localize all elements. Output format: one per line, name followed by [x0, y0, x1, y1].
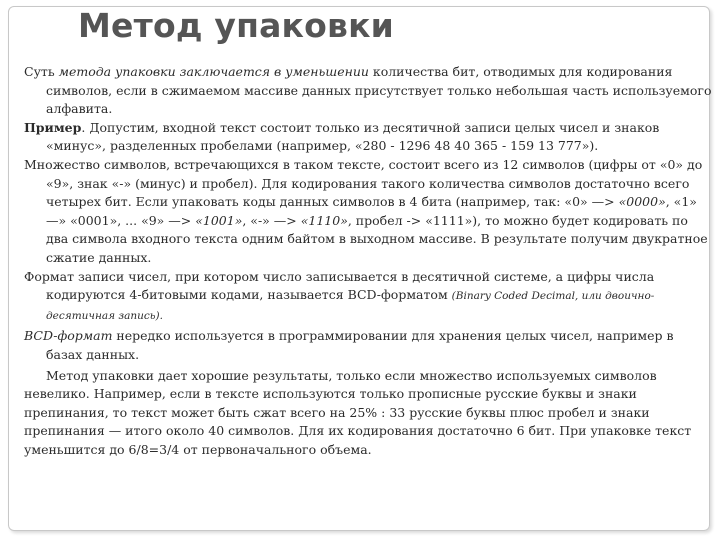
slide-title: Метод упаковки: [78, 6, 395, 45]
code-text: «0001»: [70, 212, 118, 228]
text: , «-» —>: [242, 212, 301, 228]
text: нередко используется в программировании для хранения целых чисел, например в базах данных.: [46, 328, 674, 362]
code-text: «1111»: [425, 212, 473, 228]
text: , «1» —»: [46, 194, 697, 228]
paragraph-symbol-set: [24, 156, 712, 268]
text: Множество символов, встречающихся в таком тексте, состоит всего из 12 символов (цифры от «0» до «9», знак «-» (минус) и пробел). Для кодирования такого количества символов достаточно всего четырех бит. Если упаковать коды данных символов в 4 бита (например, так: «0» —>: [24, 156, 703, 210]
code-text: «0000»: [618, 194, 666, 210]
code-text: «1110»: [300, 212, 348, 228]
text: . Допустим, входной текст состоит только из десятичной записи целых чисел и знаков «минус», разделенных пробелами (например, «280 - 1296 48 40 365 - 159 13 777»).: [46, 119, 660, 154]
emphasis-text: метода упаковки заключается в уменьшении: [58, 64, 369, 79]
paragraph-bcd-definition: [24, 268, 712, 326]
paragraph-conclusion: Метод упаковки дает хорошие результаты, только если множество используемых символов невелико. Например, если в тексте используются только прописные русские буквы и знаки препинания, то текст может быть сжат всего на 25% : 33 русские буквы плюс пробел и знаки препинания — итого около 40 символов. Для их кодирования достаточно 6 бит. При упаковке текст уменьшится до 6/8=3/4 от первоначального объема.: [24, 367, 692, 457]
paragraph-definition: [24, 63, 712, 119]
emphasis-text: (Binary Coded Decimal, или двоично-десятичная запись).: [46, 290, 655, 322]
paragraph-example: [24, 119, 712, 156]
emphasis-text: BCD-формат: [24, 328, 113, 344]
text: ), то можно будет кодировать по два символа входного текста одним байтом в выходном массиве. В результате получим двукратное сжатие данных.: [46, 212, 708, 265]
slide-body: [24, 63, 712, 459]
paragraph-bcd-usage: [24, 327, 712, 364]
text: Суть: [24, 64, 59, 79]
text: количества бит, отводимых для кодирования символов, если в сжимаемом массиве данных присутствует только небольшая часть используемого алфавита.: [46, 64, 712, 117]
example-label: Пример: [24, 119, 82, 135]
text: , пробел ->: [347, 212, 426, 228]
text: , ... «9» —>: [117, 212, 196, 228]
code-text: «1001»: [195, 212, 243, 228]
text: Формат записи чисел, при котором число записывается в десятичной системе, а цифры числа кодируются 4-битовыми кодами, называется BCD-форматом: [24, 268, 655, 303]
